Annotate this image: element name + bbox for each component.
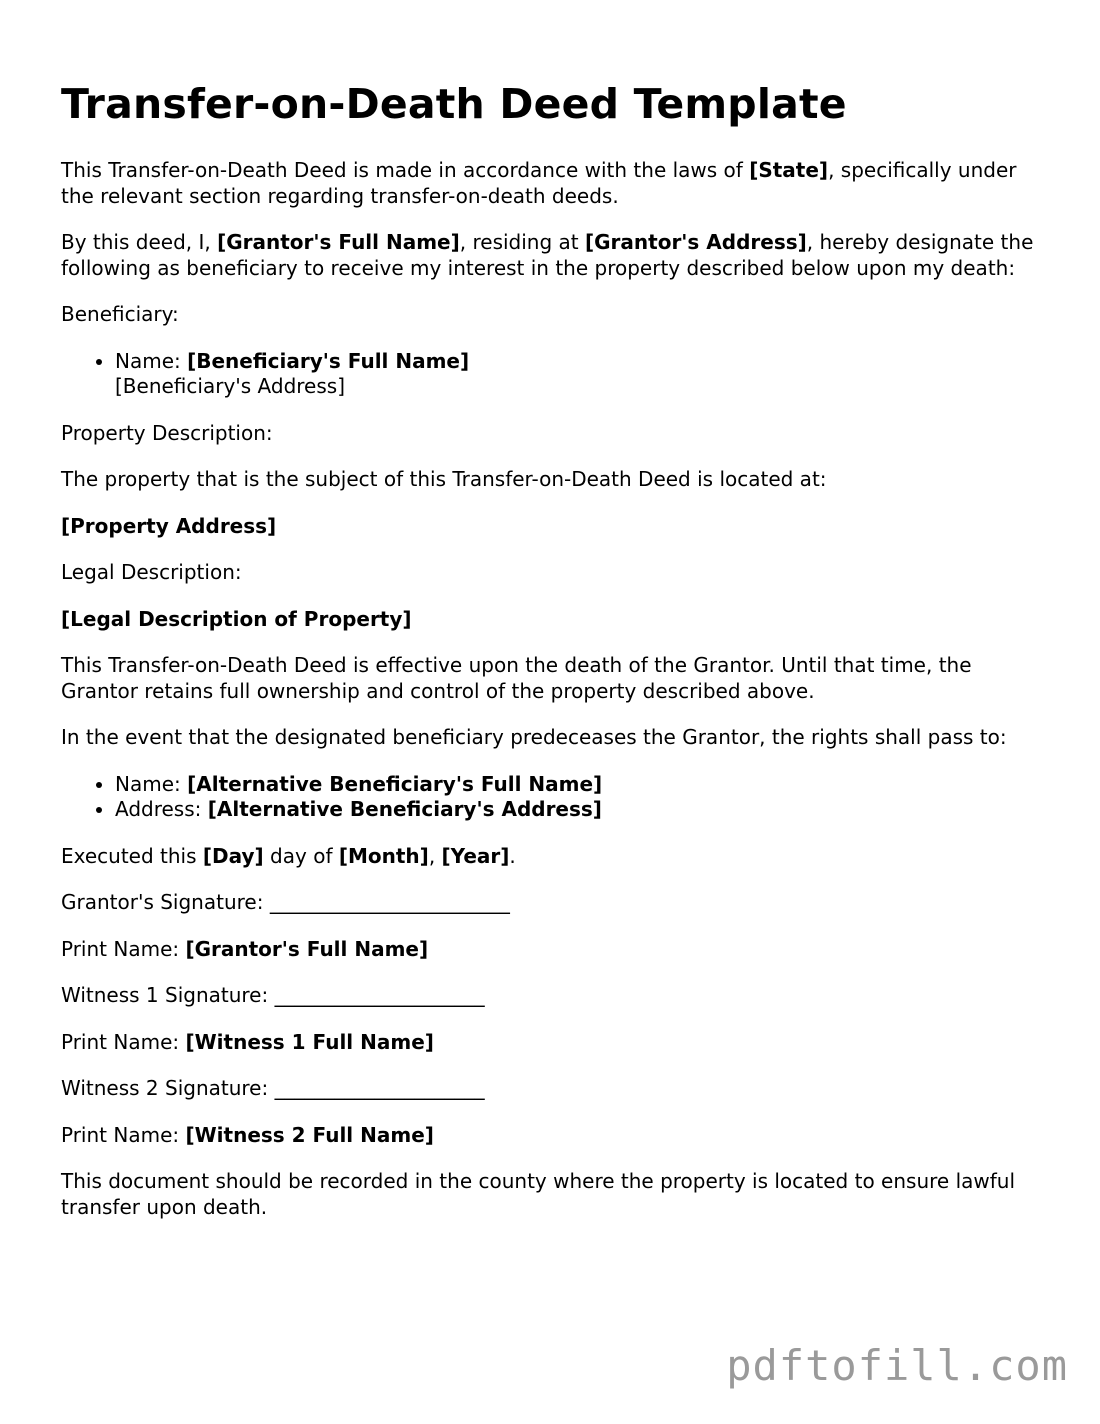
print-name-label: Print Name: bbox=[61, 936, 186, 961]
intro-text-end: , specifically under the relevant section regarding transfer-on-death deeds. bbox=[61, 158, 1017, 208]
witness2-print-placeholder: [Witness 2 Full Name] bbox=[185, 1122, 434, 1147]
execution-separator: , bbox=[428, 843, 442, 868]
execution-text: Executed this bbox=[61, 843, 203, 868]
grantor-address-placeholder: [Grantor's Address] bbox=[584, 230, 807, 254]
list-item bbox=[115, 797, 1051, 823]
designation-text-mid: , residing at bbox=[459, 230, 585, 254]
witness1-signature-blank[interactable]: _____________________ bbox=[274, 983, 485, 1007]
beneficiary-name-placeholder: [Beneficiary's Full Name] bbox=[187, 348, 470, 373]
legal-heading: Legal Description: bbox=[61, 560, 242, 584]
property-address-placeholder bbox=[61, 514, 1051, 540]
execution-period: . bbox=[509, 843, 516, 868]
effective-paragraph: This Transfer-on-Death Deed is effective upon the death of the Grantor. Until that time, the Grantor retains full ownership and control of the property described above. bbox=[61, 653, 972, 703]
designation-paragraph bbox=[61, 230, 1051, 281]
witness1-signature-label: Witness 1 Signature: bbox=[61, 983, 275, 1007]
alternative-name-placeholder: [Alternative Beneficiary's Full Name] bbox=[187, 771, 603, 796]
alternative-paragraph: In the event that the designated beneficiary predeceases the Grantor, the rights shall pass to: bbox=[61, 725, 1007, 749]
grantor-signature-line bbox=[61, 890, 1051, 916]
beneficiary-address-placeholder: [Beneficiary's Address] bbox=[115, 374, 345, 398]
designation-text: By this deed, I, bbox=[61, 230, 218, 254]
watermark: pdftofill.com bbox=[726, 1341, 1068, 1390]
legal-description-value: [Legal Description of Property] bbox=[61, 606, 412, 631]
alternative-address-placeholder: [Alternative Beneficiary's Address] bbox=[207, 797, 602, 821]
witness2-signature-line bbox=[61, 1076, 1051, 1102]
legal-description-placeholder bbox=[61, 607, 1051, 633]
grantor-signature-blank[interactable]: ________________________ bbox=[269, 890, 510, 914]
execution-line bbox=[61, 844, 1051, 870]
beneficiary-heading: Beneficiary: bbox=[61, 302, 179, 326]
property-heading: Property Description: bbox=[61, 420, 273, 445]
grantor-signature-label: Grantor's Signature: bbox=[61, 890, 270, 914]
property-address-value: [Property Address] bbox=[61, 513, 277, 538]
document-title: Transfer-on-Death Deed Template bbox=[61, 80, 847, 128]
name-label: Name: bbox=[115, 771, 188, 796]
witness2-print-name bbox=[61, 1123, 1051, 1149]
witness2-signature-label: Witness 2 Signature: bbox=[61, 1076, 275, 1100]
document-page bbox=[61, 78, 1051, 1220]
recording-paragraph: This document should be recorded in the county where the property is located to ensure lawful transfer upon death. bbox=[61, 1169, 1016, 1219]
print-name-label: Print Name: bbox=[61, 1122, 186, 1147]
witness1-signature-line bbox=[61, 983, 1051, 1009]
month-placeholder: [Month] bbox=[338, 843, 429, 868]
list-item bbox=[115, 772, 1051, 798]
print-name-label: Print Name: bbox=[61, 1029, 186, 1054]
alternative-beneficiary-list bbox=[61, 772, 1051, 823]
property-location-text: The property that is the subject of this Transfer-on-Death Deed is located at: bbox=[61, 467, 827, 491]
year-placeholder: [Year] bbox=[441, 843, 510, 868]
beneficiary-list bbox=[61, 349, 1051, 400]
execution-text-mid: day of bbox=[263, 843, 339, 868]
name-label: Name: bbox=[115, 348, 188, 373]
witness2-signature-blank[interactable]: _____________________ bbox=[274, 1076, 485, 1100]
list-item bbox=[115, 349, 1051, 400]
day-placeholder: [Day] bbox=[202, 843, 264, 868]
grantor-print-placeholder: [Grantor's Full Name] bbox=[185, 936, 429, 961]
intro-text: This Transfer-on-Death Deed is made in accordance with the laws of bbox=[61, 158, 750, 182]
designation-text-end: , hereby designate the following as beneficiary to receive my interest in the property described below upon my death: bbox=[61, 230, 1034, 280]
state-placeholder: [State] bbox=[749, 158, 829, 182]
address-label: Address: bbox=[115, 797, 208, 821]
grantor-print-name bbox=[61, 937, 1051, 963]
grantor-name-placeholder: [Grantor's Full Name] bbox=[217, 230, 460, 254]
intro-paragraph bbox=[61, 158, 1051, 209]
witness1-print-name bbox=[61, 1030, 1051, 1056]
witness1-print-placeholder: [Witness 1 Full Name] bbox=[185, 1029, 434, 1054]
